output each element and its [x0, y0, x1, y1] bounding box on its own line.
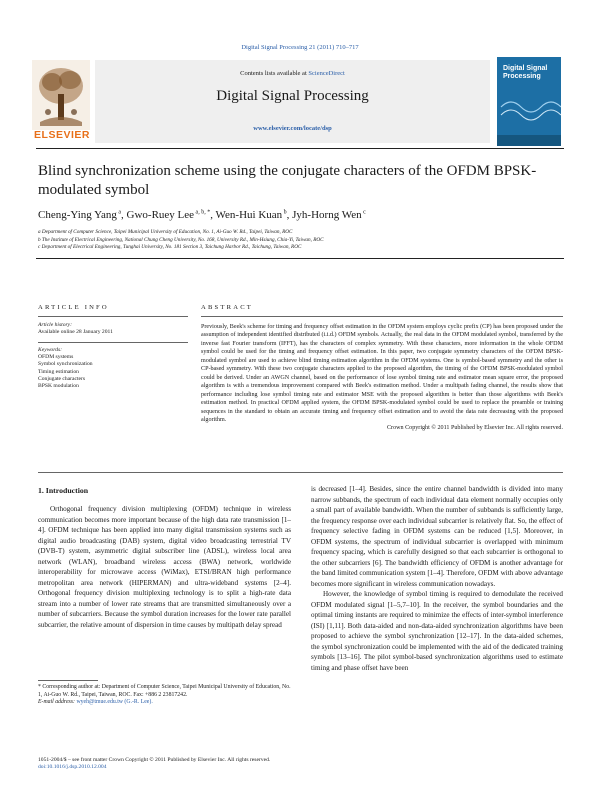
author[interactable]: Wen-Hui Kuan $^b$,: [215, 209, 293, 221]
title-rule: [36, 258, 564, 259]
author-list: [38, 209, 563, 221]
journal-citation[interactable]: Digital Signal Processing 21 (2011) 710–717: [241, 44, 359, 51]
keyword: Conjugate characters: [38, 375, 86, 382]
cover-title: Digital Signal Processing: [503, 65, 548, 80]
elsevier-wordmark: ELSEVIER: [34, 129, 90, 141]
cover-wave-graphic: [497, 57, 561, 146]
abstract-end-rule: [38, 472, 563, 473]
author[interactable]: Cheng-Ying Yang $^a$,: [38, 209, 127, 221]
paragraph: However, the knowledge of symbol timing is required to demodulate the received OFDM modulated signal [1–5,7–10]. In the receiver, the symbol boundaries and the optimal timing instants are required to minimize the effects of inter-symbol interference (ISI) [1,11]. Both data-aided and non-data-aided synchronization algorithms have been proposed to achieve the symbol synchronization [12–17]. In the data-aided schemes, the symbol synchronization could be implemented with the aid of the dedicated training symbols [13–16]. The pilot symbol-based synchronization algorithms used to estimate timing and phase offset have been: [311, 590, 563, 672]
paragraph: is decreased [1–4]. Besides, since the entire channel bandwidth is divided into many narrow subbands, the spectrum of each individual data element normally occupies only a small part of available bandwidth. When the number of subbands is sufficiently large, the frequency response over each individual subcarrier is relatively flat. So, the effect of frequency selective fading in OFDM systems can be reduced [1,5]. Moreover, in OFDM systems, the spectrum of individual subcarrier is overlapped with minimum frequency spacing, which is carefully designed so that each subcarrier is orthogonal to the other subcarriers [6]. The bandwidth efficiency of OFDM is another advantage for the band limited communication system [1–4]. Therefore, OFDM with above advantage becomes more significant in wireless communication nowadays.: [311, 485, 563, 588]
right-column: [311, 484, 563, 673]
issn-line: 1051-2004/$ – see front matter Crown Copyright © 2011 Published by Elsevier Inc. All rights reserved.: [38, 757, 271, 763]
email-line: [38, 699, 291, 707]
footnote: [38, 684, 291, 707]
paragraph: Orthogonal frequency division multiplexing (OFDM) technique in wireless communication becomes more important because of the high data rate transmission [1–4]. OFDM technique has been applied into many digital transmission systems such as digital audio broadcasting (DAB) system, digital video broadcasting terrestrial TV (DVB-T) system, asymmetric digital subscriber line (ADSL), wireless local area network (WLAN), broadband wireless access (BWA) network, worldwide interoperability for microwave access (WiMax), ETSI/BRAN high performance metropolitan area network (HIPERMAN) and ultra-wideband systems [2–4]. Orthogonal frequency division multiplexing technology is to split a high-rate data stream into a number of lower rate streams that are transmitted simultaneously over a number of subcarriers. Because the symbol duration increases for the lower rate parallel subcarrier, the relative amount of dispersion in time causes by multipath delay spread: [38, 505, 291, 629]
keyword: Symbol synchronization: [38, 361, 93, 368]
sciencedirect-link[interactable]: ScienceDirect: [308, 70, 345, 77]
footnote-rule: [38, 680, 98, 681]
keyword: Timing estimation: [38, 368, 79, 375]
journal-url-link[interactable]: www.elsevier.com/locate/dsp: [253, 125, 332, 132]
left-column: [38, 504, 291, 630]
abstract-text: Previously, Beek's scheme for timing and frequency offset estimation in the OFDM system employs cyclic prefix (CP) has been proposed under the assumption of independent identified distributed (i.i.d.) OFDM symbols. Actually, the real data in the OFDM modulated symbol, transferred by the inverse fast Fourier transform (IFFT), has the characters of complex symmetry. With these characters, more information in the whole OFDM symbol could be used for the timing and frequency offset estimation. In this paper, two conjugate symmetry characters of the OFDM BPSK-modulated symbol are used to achieve blind timing estimation algorithm in the OFDM systems. One is symbol-based symmetry and the other is CP-based symmetry. With these two conjugate characters applied to the proposed algorithm, the timing of the OFDM BPSK-modulated symbol could be derived. Under an AWGN channel, based on the performance of lose symbol timing rate and estimator mean square error, the proposed algorithm is with a tremendous improvement compared with Beek's estimation method. Under a multipath fading channel, the results show that performance including lose symbol timing rate and estimator MSE with the proposed algorithm is better than those algorithms with Beek's estimation method. In practical OFDM applied system, the OFDM BPSK-modulated symbol could be used to replace the preamble or training sequences in the standard to obtain an accurate timing and frequency offset estimation and to avoid the data rate decreasing with the proposed algorithm.: [201, 324, 563, 423]
affiliation: a Department of Computer Science, Taipei Municipal University of Education, No. 1, Ai-Guo W. Rd., Taipei, Taiwan, ROC: [38, 229, 293, 235]
keyword: OFDM systems: [38, 354, 74, 361]
section-heading: 1. Introduction: [38, 486, 89, 495]
corresponding-author-note: * Corresponding author at: Department of Computer Science, Taipei Municipal University of Education, No. 1, Ai-Guo W. Rd., Taipei, Taiwan, ROC. Fax: +886 2 23817242.: [38, 684, 291, 698]
header-rule: [36, 148, 564, 149]
affiliation: c Department of Electrical Engineering, Tunghai University, No. 181 Section 3, Taichung Harbor Rd., Taichung, Taiwan, ROC: [38, 244, 302, 250]
history-value: Available online 28 January 2011: [38, 329, 113, 336]
affiliation: b The Institute of Electrical Engineering, National Chung Cheng University, No. 168, University Rd., Min-Hsiung, Chia-Yi, Taiwan, ROC: [38, 236, 324, 243]
abstract-rule: [201, 316, 563, 317]
article-history: [38, 322, 188, 336]
bottom-front-matter: [38, 757, 338, 772]
email-link[interactable]: wyeh@tmue.edu.tw (G.-R. Lee).: [76, 699, 153, 706]
abstract-copyright: Crown Copyright © 2011 Published by Elsevier Inc. All rights reserved.: [386, 425, 563, 432]
keywords-block: [38, 347, 188, 390]
article-title: Blind synchronization scheme using the conjugate characters of the OFDM BPSK-modulated symbol: [38, 163, 537, 198]
contents-prefix: Contents lists available at: [240, 70, 309, 77]
journal-cover-thumbnail: [497, 57, 561, 146]
article-info-rule: [38, 316, 188, 317]
abstract-heading: ABSTRACT: [201, 304, 254, 311]
author[interactable]: Jyh-Horng Wen $^c$: [292, 209, 366, 221]
abstract-body: [201, 323, 563, 433]
history-label: Article history:: [38, 322, 73, 328]
email-label: E-mail address:: [38, 699, 75, 706]
affiliations: [38, 229, 563, 252]
article-info-heading: ARTICLE INFO: [38, 304, 109, 311]
elsevier-tree-logo: [32, 60, 90, 132]
info-divider: [38, 342, 188, 343]
contents-line: [95, 70, 490, 77]
keyword: BPSK modulation: [38, 383, 79, 390]
keywords-label: Keywords:: [38, 347, 63, 353]
journal-title: Digital Signal Processing: [216, 88, 369, 104]
author[interactable]: Gwo-Ruey Lee $^{a, b, *}$,: [126, 209, 216, 221]
doi-link[interactable]: doi:10.1016/j.dsp.2010.12.004: [38, 764, 107, 771]
